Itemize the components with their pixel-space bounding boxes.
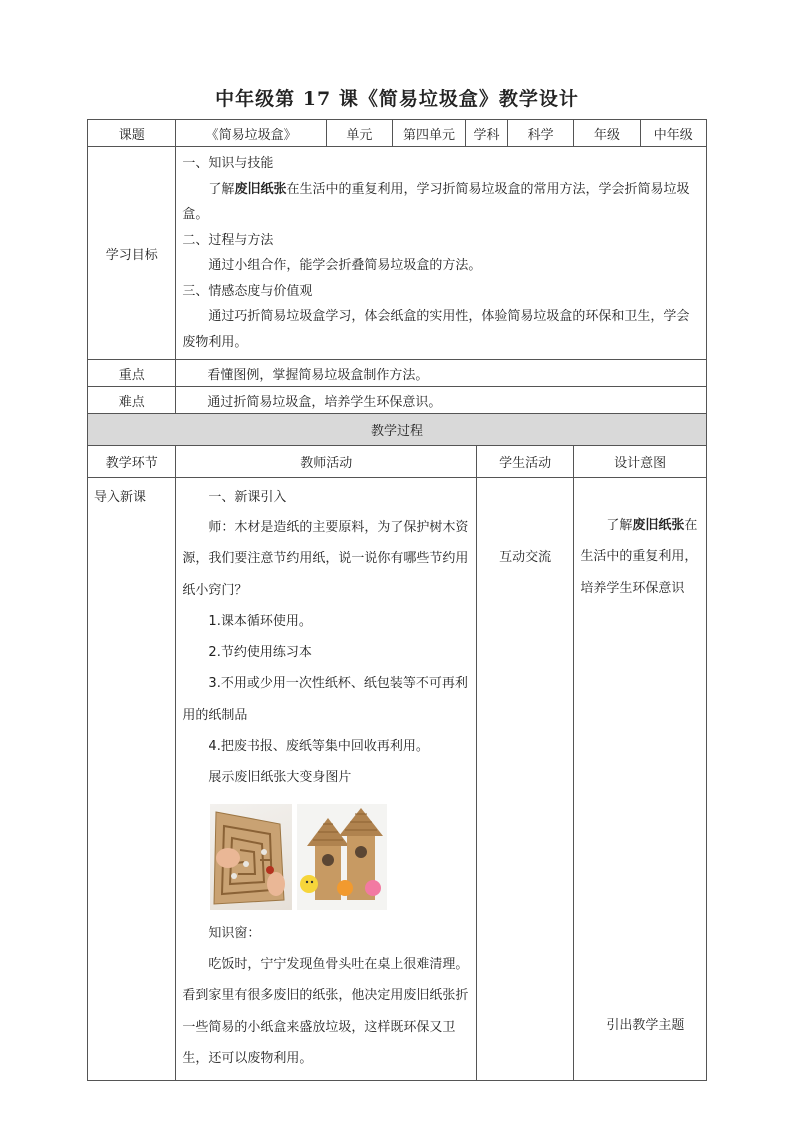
goals-content bbox=[176, 147, 707, 360]
knowledge-window-label: 知识窗： bbox=[208, 925, 261, 941]
stage-name: 导入新课 bbox=[88, 478, 176, 1081]
difficulty-label: 难点 bbox=[88, 387, 176, 414]
student-activity: 互动交流 bbox=[477, 478, 574, 1081]
key-point-row bbox=[88, 360, 707, 387]
subject-value: 科学 bbox=[508, 120, 574, 147]
teacher-show: 展示废旧纸张大变身图片 bbox=[208, 770, 352, 786]
lesson-plan-table bbox=[87, 119, 707, 1081]
teacher-activity bbox=[176, 478, 477, 1081]
intent-text-2: 引出教学主题 bbox=[606, 1018, 685, 1033]
goals-label: 学习目标 bbox=[88, 147, 176, 360]
topic-label: 课题 bbox=[88, 120, 176, 147]
col-teacher: 教师活动 bbox=[176, 446, 477, 478]
goal-text-1-pre: 了解 bbox=[208, 181, 235, 197]
col-stage: 教学环节 bbox=[88, 446, 176, 478]
goal-heading-2: 二、过程与方法 bbox=[182, 232, 274, 248]
topic-value: 《简易垃圾盒》 bbox=[176, 120, 326, 147]
design-intent bbox=[574, 478, 707, 1081]
header-row bbox=[88, 120, 707, 147]
grade-label: 年级 bbox=[574, 120, 640, 147]
unit-value: 第四单元 bbox=[393, 120, 466, 147]
intro-stage-row bbox=[88, 478, 707, 1081]
goal-heading-3: 三、情感态度与价值观 bbox=[182, 283, 313, 299]
example-images bbox=[182, 794, 470, 918]
knowledge-window-story: 吃饭时，宁宁发现鱼骨头吐在桌上很难清理。看到家里有很多废旧的纸张，他决定用废旧纸张折一些简易的小纸盒来盛放垃圾，这样既环保又卫生，还可以废物利用。 bbox=[182, 956, 469, 1066]
grade-value: 中年级 bbox=[640, 120, 706, 147]
process-title-row bbox=[88, 414, 707, 446]
col-intent: 设计意图 bbox=[574, 446, 707, 478]
intent-text-1-bold: 废旧纸张 bbox=[632, 518, 685, 533]
intent-text-1-post: 在生活中的重复利用，培养学生环保意识 bbox=[580, 518, 698, 596]
cardboard-houses-image bbox=[297, 804, 387, 910]
key-point-label: 重点 bbox=[88, 360, 176, 387]
cardboard-maze-image bbox=[210, 804, 292, 910]
teacher-item-3: 3.不用或少用一次性纸杯、纸包装等不可再利用的纸制品 bbox=[182, 676, 468, 723]
column-header-row bbox=[88, 446, 707, 478]
unit-label: 单元 bbox=[326, 120, 392, 147]
key-point-value: 看懂图例，掌握简易垃圾盒制作方法。 bbox=[176, 360, 707, 387]
teacher-heading: 一、新课引入 bbox=[208, 490, 287, 505]
goals-row bbox=[88, 147, 707, 360]
teacher-intro: 师：木材是造纸的主要原料，为了保护树木资源，我们要注意节约用纸，说一说你有哪些节约用纸小窍门？ bbox=[182, 520, 469, 598]
intent-text-1 bbox=[580, 510, 700, 604]
goal-text-1 bbox=[182, 177, 700, 228]
teacher-item-4: 4.把废书报、废纸等集中回收再利用。 bbox=[208, 739, 429, 755]
goal-text-3: 通过巧折简易垃圾盒学习，体会纸盒的实用性，体验简易垃圾盒的环保和卫生，学会废物利用。 bbox=[182, 309, 690, 350]
intent-text-1-pre: 了解 bbox=[606, 518, 633, 533]
difficulty-value: 通过折简易垃圾盒，培养学生环保意识。 bbox=[176, 387, 707, 414]
teacher-item-1: 1.课本循环使用。 bbox=[208, 613, 312, 629]
page-title: 中年级第 17 课《简易垃圾盒》教学设计 bbox=[215, 88, 579, 110]
difficulty-row bbox=[88, 387, 707, 414]
process-title: 教学过程 bbox=[88, 414, 707, 446]
col-student: 学生活动 bbox=[477, 446, 574, 478]
subject-label: 学科 bbox=[466, 120, 508, 147]
goal-heading-1: 一、知识与技能 bbox=[182, 156, 274, 171]
goal-text-1-post: 在生活中的重复利用，学习折简易垃圾盒的常用方法，学会折简易垃圾盒。 bbox=[182, 181, 690, 222]
goal-text-1-bold: 废旧纸张 bbox=[234, 181, 287, 197]
teacher-item-2: 2.节约使用练习本 bbox=[208, 645, 312, 661]
goal-text-2: 通过小组合作，能学会折叠简易垃圾盒的方法。 bbox=[208, 258, 482, 273]
